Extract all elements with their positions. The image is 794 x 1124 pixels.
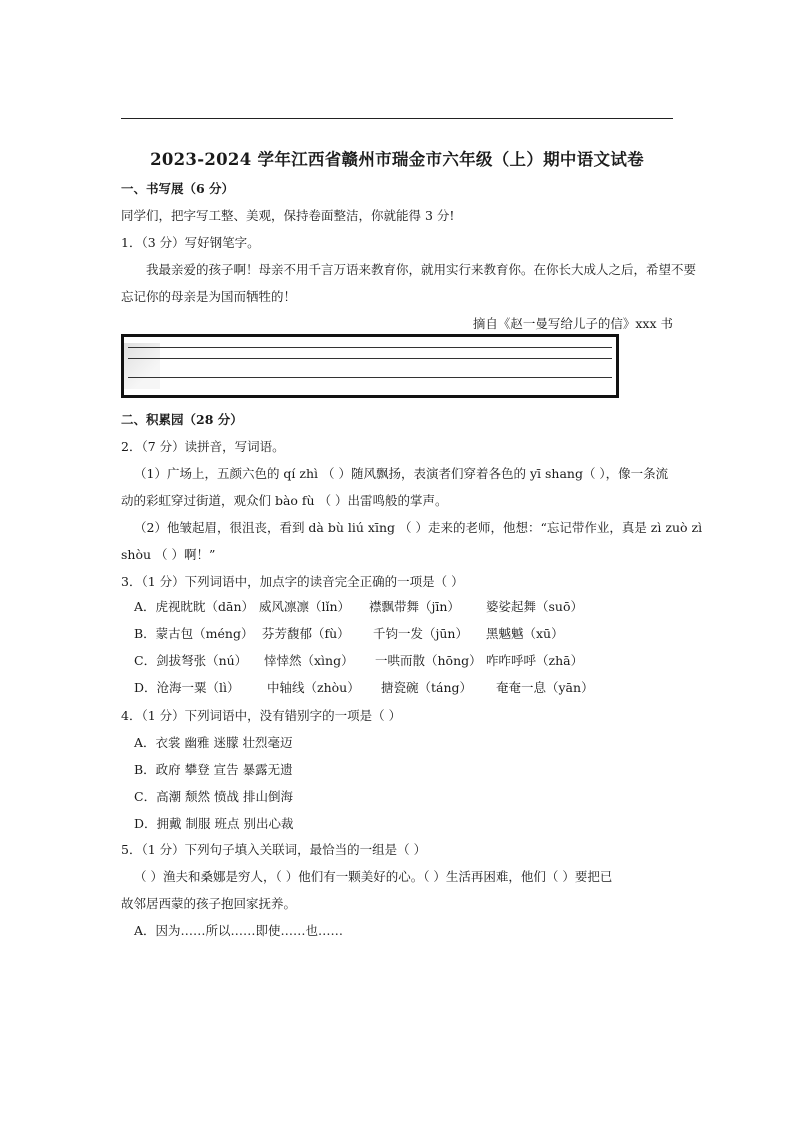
writing-line xyxy=(128,377,612,378)
q5-sentence-line2: 故邻居西蒙的孩子抱回家抚养。 xyxy=(121,896,297,911)
q3-d-item: 中轴线（zhòu） xyxy=(267,680,360,695)
section2-heading: 二、积累园（28 分） xyxy=(121,412,243,427)
q3-a-item: 婆娑起舞（suō） xyxy=(486,599,583,614)
exam-title: 2023-2024 学年江西省赣州市瑞金市六年级（上）期中语文试卷 xyxy=(150,150,644,169)
writing-line xyxy=(128,347,612,348)
q3-b-item: B．蒙古包（méng） xyxy=(134,626,254,641)
q5-option-a[interactable]: A．因为……所以……即使……也…… xyxy=(134,923,344,938)
passage-line-2: 忘记你的母亲是为国而牺牲的！ xyxy=(121,289,297,304)
q4-option-b[interactable]: B．政府 攀登 宣告 暴露无遗 xyxy=(134,762,293,777)
q4-option-d[interactable]: D．拥戴 制服 班点 别出心裁 xyxy=(134,816,294,831)
q3-b-item: 黑魆魆（xū） xyxy=(486,626,564,641)
q2-part2-line2: shòu （ ）啊！” xyxy=(121,547,216,562)
q2-part1-line1: （1）广场上，五颜六色的 qí zhì （ ）随风飘扬，表演者们穿着各色的 yī shang（ ），像一条流 xyxy=(134,466,669,481)
question-1: 1．（3 分）写好钢笔字。 xyxy=(121,235,260,250)
question-5: 5．（1 分）下列句子填入关联词，最恰当的一组是（ ） xyxy=(121,842,427,857)
q4-option-a[interactable]: A．衣裳 幽雅 迷朦 壮烈毫迈 xyxy=(134,735,293,750)
q5-sentence-line1: （ ）渔夫和桑娜是穷人，（ ）他们有一颗美好的心。（ ）生活再困难，他们（ ）要把已 xyxy=(134,869,613,884)
question-4: 4．（1 分）下列词语中，没有错别字的一项是（ ） xyxy=(121,708,402,723)
q3-b-item: 芬芳馥郁（fù） xyxy=(262,626,350,641)
passage-line-1: 我最亲爱的孩子啊！母亲不用千言万语来教育你，就用实行来教育你。在你长大成人之后，希望不要 xyxy=(146,262,697,277)
q3-c-item: 咋咋呼呼（zhā） xyxy=(486,653,584,668)
header-rule xyxy=(121,118,673,119)
question-3: 3．（1 分）下列词语中，加点字的读音完全正确的一项是（ ） xyxy=(121,574,464,589)
q3-d-item: 搪瓷碗（táng） xyxy=(381,680,473,695)
writing-line xyxy=(128,358,612,359)
question-2: 2．（7 分）读拼音，写词语。 xyxy=(121,439,285,454)
q3-c-item: 一哄而散（hōng） xyxy=(375,653,482,668)
q4-option-c[interactable]: C．高潮 颓然 愤战 排山倒海 xyxy=(134,789,293,804)
q3-a-item: A．虎视眈眈（dān） xyxy=(134,599,255,614)
section1-heading: 一、书写展（6 分） xyxy=(121,181,235,196)
q3-c-item: C．剑拔弩张（nú） xyxy=(134,653,248,668)
passage-source: 摘自《赵一曼写给儿子的信》xxx 书 xyxy=(472,316,673,331)
q3-a-item: 威风凛凛（lǐn） xyxy=(259,599,351,614)
q3-d-item: D．沧海一粟（lì） xyxy=(134,680,240,695)
handwriting-box[interactable] xyxy=(121,334,619,398)
scan-shadow xyxy=(124,343,160,389)
section1-intro: 同学们，把字写工整、美观，保持卷面整洁，你就能得 3 分! xyxy=(121,208,455,223)
q2-part2-line1: （2）他皱起眉，很沮丧，看到 dà bù liú xīng （ ）走来的老师，他想：“忘记带作业，真是 zì zuò zì xyxy=(134,520,703,535)
q3-d-item: 奄奄一息（yān） xyxy=(496,680,594,695)
q3-b-item: 千钧一发（jūn） xyxy=(373,626,468,641)
q3-c-item: 悻悻然（xìng） xyxy=(264,653,354,668)
q2-part1-line2: 动的彩虹穿过街道，观众们 bào fù （ ）出雷鸣般的掌声。 xyxy=(121,493,448,508)
q3-a-item: 襟飘带舞（jīn） xyxy=(369,599,460,614)
